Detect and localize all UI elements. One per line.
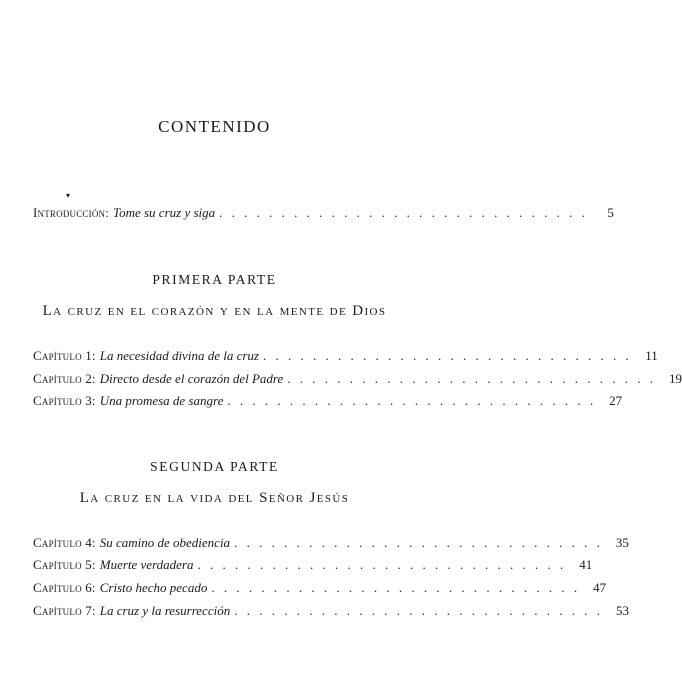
entry-title: La necesidad divina de la cruz: [99, 348, 259, 363]
toc-entry-chapter-1[interactable]: [33, 348, 658, 366]
entry-title: Muerte verdadera: [99, 557, 194, 572]
entry-label: Capítulo 1:: [33, 348, 96, 363]
entry-page-number: 19: [669, 371, 682, 386]
entry-page-number: 47: [593, 580, 607, 595]
entry-page-number: 11: [645, 348, 658, 363]
entry-title: Su camino de obediencia: [99, 535, 231, 550]
part-heading-1: PRIMERA PARTE: [152, 272, 277, 287]
entry-label: Introducción:: [33, 205, 110, 220]
page-title: CONTENIDO: [158, 117, 271, 136]
dot-leader: . . . . . . . . . . . . . . . . . . . . . . . . . . . . . .: [227, 393, 597, 408]
entry-page-number: 5: [607, 205, 614, 220]
entry-label: Capítulo 7:: [33, 603, 96, 618]
entry-page-number: 35: [615, 535, 629, 550]
ink-mark: ▾: [66, 191, 71, 200]
entry-label: Capítulo 2:: [33, 371, 96, 386]
dot-leader: . . . . . . . . . . . . . . . . . . . . . . . . . . . . . .: [287, 371, 657, 386]
entry-title: Tome su cruz y siga: [113, 205, 216, 220]
entry-page-number: 53: [615, 603, 629, 618]
toc-entry-chapter-4[interactable]: [33, 535, 629, 553]
toc-entry-chapter-6[interactable]: [33, 580, 607, 598]
dot-leader: . . . . . . . . . . . . . . . . . . . . . . . . . . . . . .: [197, 557, 567, 572]
entry-title: Directo desde el corazón del Padre: [99, 371, 284, 386]
part-heading-2: SEGUNDA PARTE: [150, 459, 279, 474]
dot-leader: . . . . . . . . . . . . . . . . . . . . . . . . . . . . . .: [234, 603, 603, 618]
toc-entry-chapter-3[interactable]: [33, 393, 623, 411]
toc-entry-chapter-7[interactable]: [33, 603, 629, 621]
entry-page-number: 41: [579, 557, 593, 572]
toc-entry-introduction[interactable]: [33, 205, 614, 223]
entry-label: Capítulo 3:: [33, 393, 96, 408]
entry-title: La cruz y la resurrección: [99, 603, 231, 618]
toc-entry-chapter-5[interactable]: [33, 557, 593, 575]
entry-title: Una promesa de sangre: [99, 393, 224, 408]
entry-label: Capítulo 6:: [33, 580, 96, 595]
dot-leader: . . . . . . . . . . . . . . . . . . . . . . . . . . . . . .: [234, 535, 603, 550]
toc-entry-chapter-2[interactable]: [33, 371, 682, 389]
entry-label: Capítulo 5:: [33, 557, 96, 572]
entry-title: Cristo hecho pecado: [99, 580, 208, 595]
dot-leader: . . . . . . . . . . . . . . . . . . . . . . . . . . . . . .: [219, 205, 588, 220]
entry-page-number: 27: [609, 393, 623, 408]
dot-leader: . . . . . . . . . . . . . . . . . . . . . . . . . . . . . .: [262, 348, 632, 363]
entry-label: Capítulo 4:: [33, 535, 96, 550]
dot-leader: . . . . . . . . . . . . . . . . . . . . . . . . . . . . . .: [211, 580, 581, 595]
part-subtitle-2: La cruz en la vida del Señor Jesús: [79, 490, 350, 506]
part-subtitle-1: La cruz en el corazón y en la mente de Dios: [42, 303, 387, 319]
